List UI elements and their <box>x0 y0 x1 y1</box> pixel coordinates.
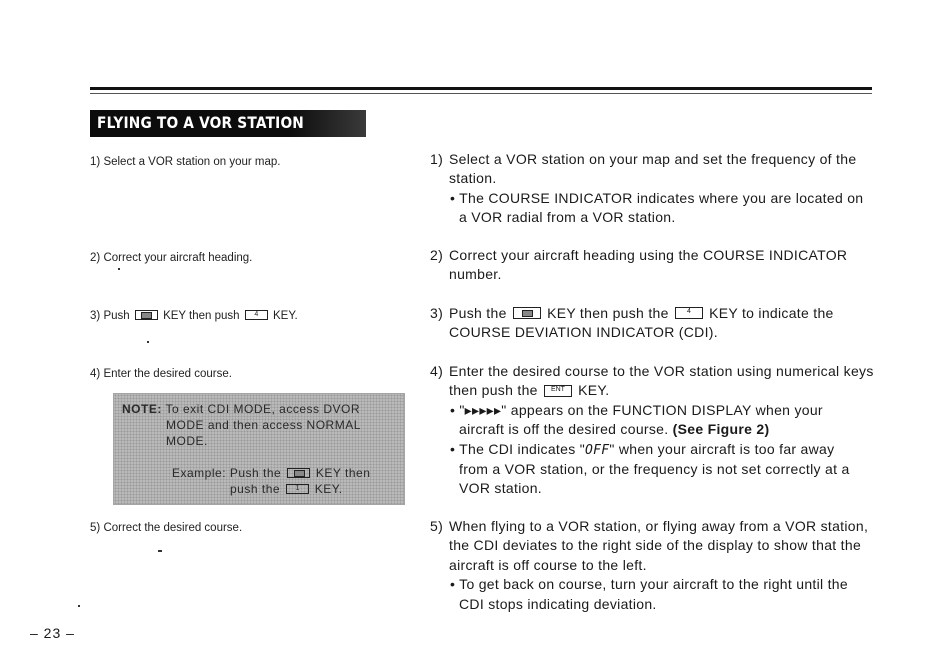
left-step-1: 1) Select a VOR station on your map. <box>90 156 281 168</box>
off-segment-text: OFF <box>584 442 610 458</box>
right-step-5: 5) When flying to a VOR station, or flying away from a VOR station, the CDI deviates to the right side of the display to show that the aircraft is off course to the left. • To get back on course, turn your aircraft to the right until the CDI stops indicating deviation. <box>430 518 869 612</box>
right-step-3: 3) Push the KEY then push the 4 KEY to indicate the COURSE DEVIATION INDICATOR (CDI). <box>430 305 834 341</box>
right-step-4: 4) Enter the desired course to the VOR station using numerical keys then push the ENT KEY. • "▸▸▸▸▸" appears on the FUNCTION DISPLAY when your aircraft is off the desired course. (See Figure 2) • The CDI indicates "OFF" when your aircraft is too far away from a VOR station, or the frequency is not set correctly at a VOR station. <box>430 363 874 497</box>
left-step-3: 3) Push KEY then push 4 KEY. <box>90 310 298 322</box>
header-rule-thick <box>90 87 872 90</box>
speck <box>78 605 80 607</box>
speck <box>147 341 149 343</box>
numeric-key-1-icon: 1 <box>286 484 309 494</box>
note-example-line-1: Example: Push the KEY then <box>172 466 371 480</box>
header-rule-thin <box>90 93 872 94</box>
note-line-1: NOTE: To exit CDI MODE, access DVOR <box>122 402 361 416</box>
left-step-4: 4) Enter the desired course. <box>90 368 232 380</box>
numeric-key-4-icon: 4 <box>675 307 703 319</box>
right-step-1: 1) Select a VOR station on your map and set the frequency of the station. • The COURSE INDICATOR indicates where you are located on a VOR radial from a VOR station. <box>430 151 864 226</box>
right-step-2: 2) Correct your aircraft heading using the COURSE INDICATOR number. <box>430 247 848 283</box>
left-step-2: 2) Correct your aircraft heading. <box>90 252 253 264</box>
note-line-3: MODE. <box>166 434 208 448</box>
display-key-icon <box>287 468 310 478</box>
page-number: – 23 – <box>30 625 75 641</box>
display-key-icon <box>513 307 541 319</box>
speck <box>158 550 162 552</box>
section-title-bar <box>90 110 366 137</box>
speck <box>118 268 120 270</box>
note-box <box>113 393 405 505</box>
note-line-2: MODE and then access NORMAL <box>166 418 361 432</box>
numeric-key-4-icon: 4 <box>245 310 268 320</box>
display-key-icon <box>135 310 158 320</box>
left-step-5: 5) Correct the desired course. <box>90 522 243 534</box>
note-example-line-2: push the 1 KEY. <box>230 482 343 496</box>
ent-key-icon: ENT <box>544 385 572 397</box>
section-title: FLYING TO A VOR STATION <box>97 113 305 132</box>
